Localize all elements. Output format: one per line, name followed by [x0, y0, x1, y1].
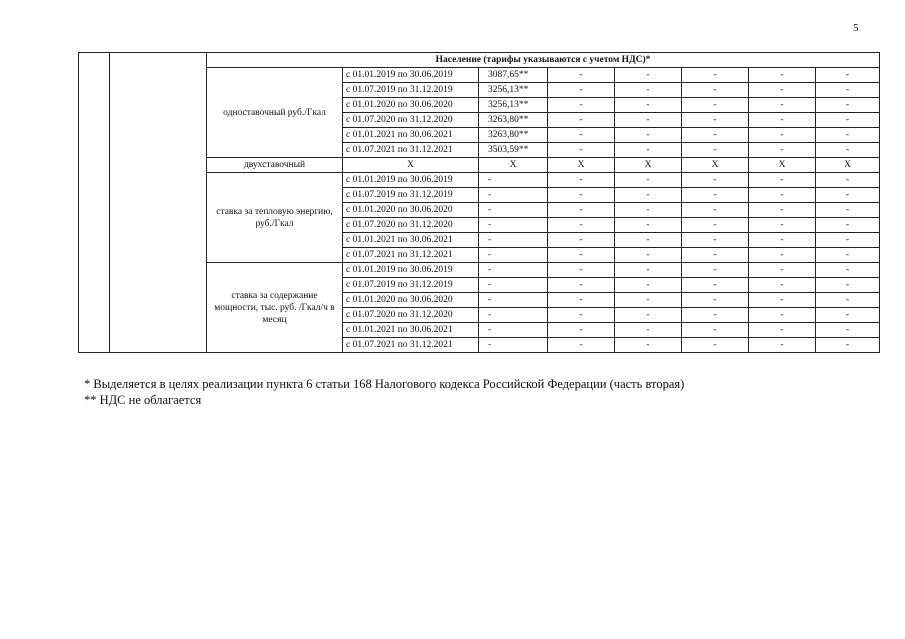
table-cell: -: [816, 248, 880, 263]
tariff-table-body: [79, 53, 880, 353]
table-cell: -: [682, 143, 749, 158]
table-cell: -: [615, 233, 682, 248]
table-cell: -: [548, 278, 615, 293]
page-number: 5: [853, 22, 859, 34]
table-cell: -: [749, 278, 816, 293]
tariff-value-cell: -: [479, 233, 548, 248]
table-cell: -: [816, 233, 880, 248]
tariff-value-cell: 3256,13**: [479, 83, 548, 98]
table-cell: Х: [343, 158, 479, 173]
single-rate-label: одноставочный руб./Гкал: [207, 68, 343, 158]
period-cell: с 01.01.2021 по 30.06.2021: [343, 233, 479, 248]
two-rate-label: двухставочный: [207, 158, 343, 173]
period-cell: с 01.01.2020 по 30.06.2020: [343, 203, 479, 218]
table-cell: -: [816, 278, 880, 293]
table-cell: -: [682, 188, 749, 203]
period-cell: с 01.07.2021 по 31.12.2021: [343, 338, 479, 353]
table-cell: -: [749, 113, 816, 128]
footnotes: [84, 376, 684, 408]
table-cell: -: [682, 203, 749, 218]
table-cell: -: [682, 113, 749, 128]
table-cell: -: [682, 338, 749, 353]
table-header: Население (тарифы указываются с учетом НДС)*: [207, 53, 880, 68]
table-cell: -: [548, 68, 615, 83]
period-cell: с 01.01.2019 по 30.06.2019: [343, 173, 479, 188]
table-cell: -: [749, 308, 816, 323]
tariff-value-cell: -: [479, 248, 548, 263]
table-cell: -: [548, 323, 615, 338]
table-cell: -: [615, 338, 682, 353]
table-cell: -: [749, 143, 816, 158]
blank-column-a: [79, 53, 110, 353]
table-cell: Х: [479, 158, 548, 173]
table-cell: -: [548, 233, 615, 248]
period-cell: с 01.01.2019 по 30.06.2019: [343, 68, 479, 83]
table-cell: -: [816, 143, 880, 158]
table-cell: -: [548, 338, 615, 353]
heat-energy-rate-label: ставка за тепловую энергию, руб./Гкал: [207, 173, 343, 263]
table-cell: -: [749, 323, 816, 338]
period-cell: с 01.07.2019 по 31.12.2019: [343, 83, 479, 98]
table-cell: -: [615, 308, 682, 323]
table-cell: -: [749, 293, 816, 308]
table-cell: -: [615, 263, 682, 278]
period-cell: с 01.01.2020 по 30.06.2020: [343, 293, 479, 308]
table-cell: -: [548, 308, 615, 323]
blank-column-b: [110, 53, 207, 353]
table-cell: -: [749, 173, 816, 188]
table-cell: -: [816, 113, 880, 128]
tariff-value-cell: -: [479, 188, 548, 203]
table-cell: -: [682, 233, 749, 248]
table-cell: -: [682, 218, 749, 233]
table-cell: -: [749, 188, 816, 203]
table-cell: -: [682, 248, 749, 263]
table-cell: -: [749, 98, 816, 113]
table-cell: -: [749, 218, 816, 233]
table-cell: -: [548, 113, 615, 128]
table-cell: -: [816, 263, 880, 278]
table-cell: -: [548, 143, 615, 158]
table-cell: -: [816, 173, 880, 188]
tariff-value-cell: -: [479, 308, 548, 323]
table-cell: -: [548, 188, 615, 203]
table-cell: -: [816, 218, 880, 233]
period-cell: с 01.07.2021 по 31.12.2021: [343, 143, 479, 158]
table-cell: -: [548, 83, 615, 98]
table-cell: -: [816, 128, 880, 143]
table-cell: -: [749, 203, 816, 218]
footnote-vat-allocated: * Выделяется в целях реализации пункта 6 статьи 168 Налогового кодекса Российской Федерации (часть вторая): [84, 377, 685, 391]
period-cell: с 01.07.2020 по 31.12.2020: [343, 218, 479, 233]
table-cell: -: [548, 203, 615, 218]
period-cell: с 01.01.2019 по 30.06.2019: [343, 263, 479, 278]
table-cell: -: [682, 98, 749, 113]
table-cell: Х: [548, 158, 615, 173]
period-cell: с 01.01.2021 по 30.06.2021: [343, 128, 479, 143]
period-cell: с 01.07.2020 по 31.12.2020: [343, 308, 479, 323]
table-cell: -: [816, 203, 880, 218]
table-cell: -: [749, 128, 816, 143]
table-cell: -: [682, 68, 749, 83]
table-cell: Х: [682, 158, 749, 173]
table-cell: -: [615, 188, 682, 203]
tariff-value-cell: -: [479, 278, 548, 293]
table-cell: -: [615, 128, 682, 143]
tariff-value-cell: -: [479, 173, 548, 188]
period-cell: с 01.01.2020 по 30.06.2020: [343, 98, 479, 113]
period-cell: с 01.07.2021 по 31.12.2021: [343, 248, 479, 263]
table-cell: -: [615, 98, 682, 113]
table-cell: -: [548, 248, 615, 263]
tariff-value-cell: -: [479, 293, 548, 308]
table-cell: -: [682, 83, 749, 98]
table-cell: -: [816, 188, 880, 203]
table-cell: -: [816, 308, 880, 323]
table-cell: Х: [816, 158, 880, 173]
table-cell: -: [548, 173, 615, 188]
table-cell: -: [682, 173, 749, 188]
table-cell: Х: [615, 158, 682, 173]
tariff-value-cell: -: [479, 263, 548, 278]
tariff-value-cell: 3263,80**: [479, 113, 548, 128]
table-cell: -: [816, 293, 880, 308]
table-cell: -: [615, 278, 682, 293]
tariff-value-cell: -: [479, 323, 548, 338]
table-cell: -: [682, 263, 749, 278]
table-cell: -: [749, 233, 816, 248]
table-cell: -: [816, 98, 880, 113]
table-cell: Х: [749, 158, 816, 173]
period-cell: с 01.07.2019 по 31.12.2019: [343, 188, 479, 203]
table-cell: -: [615, 248, 682, 263]
table-cell: -: [749, 248, 816, 263]
table-cell: -: [816, 83, 880, 98]
period-cell: с 01.07.2019 по 31.12.2019: [343, 278, 479, 293]
table-cell: -: [615, 173, 682, 188]
table-cell: -: [615, 68, 682, 83]
table-cell: -: [548, 98, 615, 113]
tariff-value-cell: 3263,80**: [479, 128, 548, 143]
table-cell: -: [548, 128, 615, 143]
table-cell: -: [615, 83, 682, 98]
table-cell: -: [749, 83, 816, 98]
table-cell: -: [615, 323, 682, 338]
table-cell: -: [548, 263, 615, 278]
table-cell: -: [749, 263, 816, 278]
table-cell: -: [816, 68, 880, 83]
tariff-table: [78, 52, 880, 353]
table-cell: -: [615, 203, 682, 218]
table-cell: -: [682, 293, 749, 308]
period-cell: с 01.07.2020 по 31.12.2020: [343, 113, 479, 128]
tariff-value-cell: -: [479, 338, 548, 353]
tariff-value-cell: 3503,59**: [479, 143, 548, 158]
period-cell: с 01.01.2021 по 30.06.2021: [343, 323, 479, 338]
table-cell: -: [816, 323, 880, 338]
tariff-value-cell: -: [479, 203, 548, 218]
table-cell: -: [615, 293, 682, 308]
capacity-rate-label: ставка за содержание мощности, тыс. руб. /Гкал/ч в месяц: [207, 263, 343, 353]
table-cell: -: [749, 68, 816, 83]
table-cell: -: [682, 308, 749, 323]
table-cell: -: [749, 338, 816, 353]
table-cell: -: [682, 128, 749, 143]
table-cell: -: [615, 218, 682, 233]
table-cell: -: [548, 218, 615, 233]
table-cell: -: [548, 293, 615, 308]
table-cell: -: [682, 323, 749, 338]
tariff-value-cell: 3087,65**: [479, 68, 548, 83]
tariff-value-cell: 3256,13**: [479, 98, 548, 113]
table-cell: -: [816, 338, 880, 353]
table-header-row: [79, 53, 880, 68]
footnote-vat-exempt: ** НДС не облагается: [84, 393, 202, 407]
tariff-value-cell: -: [479, 218, 548, 233]
table-cell: -: [615, 143, 682, 158]
table-cell: -: [615, 113, 682, 128]
table-cell: -: [682, 278, 749, 293]
